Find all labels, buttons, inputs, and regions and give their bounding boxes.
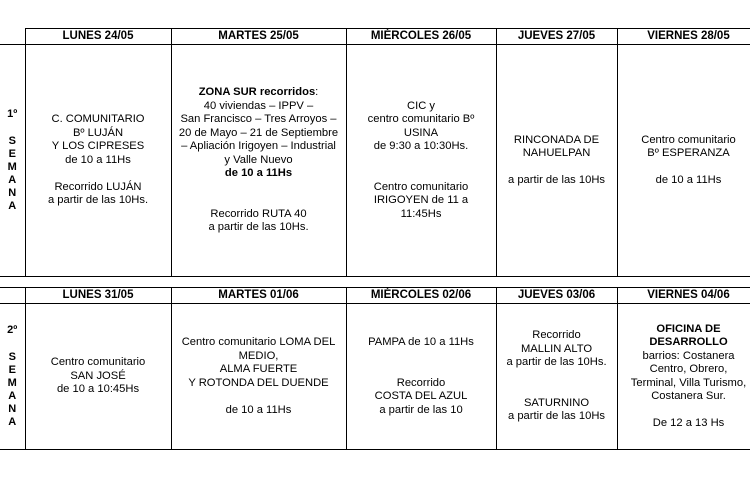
week2-header-thursday: JUEVES 03/06 bbox=[496, 288, 617, 304]
week-separator bbox=[0, 277, 750, 288]
week2-header-friday: VIERNES 04/06 bbox=[617, 288, 750, 304]
week2-monday-cell: Centro comunitario SAN JOSÉ de 10 a 10:45Hs bbox=[25, 304, 171, 450]
week1-friday-cell: Centro comunitario Bº ESPERANZA de 10 a 11Hs bbox=[617, 45, 750, 277]
week2-friday-cell: OFICINA DE DESARROLLO barrios: Costanera Centro, Obrero, Terminal, Villa Turismo, Costanera Sur. De 12 a 13 Hs bbox=[617, 304, 750, 450]
week1-label: 1º S E M A N A bbox=[0, 45, 25, 277]
corner-cell bbox=[0, 29, 25, 45]
week1-body-row bbox=[0, 45, 750, 277]
week2-wednesday-cell: PAMPA de 10 a 11Hs Recorrido COSTA DEL AZUL a partir de las 10 bbox=[346, 304, 496, 450]
week1-header-monday: LUNES 24/05 bbox=[25, 29, 171, 45]
week1-header-row bbox=[0, 29, 750, 45]
week1-header-friday: VIERNES 28/05 bbox=[617, 29, 750, 45]
week2-header-monday: LUNES 31/05 bbox=[25, 288, 171, 304]
week2-header-wednesday: MIÉRCOLES 02/06 bbox=[346, 288, 496, 304]
week2-label: 2º S E M A N A bbox=[0, 304, 25, 450]
week2-thursday-cell: Recorrido MALLIN ALTO a partir de las 10Hs. SATURNINO a partir de las 10Hs bbox=[496, 304, 617, 450]
week1-monday-cell: C. COMUNITARIO Bº LUJÁN Y LOS CIPRESES de 10 a 11Hs Recorrido LUJÁN a partir de las 10Hs. bbox=[25, 45, 171, 277]
week1-header-wednesday: MIÉRCOLES 26/05 bbox=[346, 29, 496, 45]
week1-wednesday-cell: CIC y centro comunitario Bº USINA de 9:30 a 10:30Hs. Centro comunitario IRIGOYEN de 11 a 11:45Hs bbox=[346, 45, 496, 277]
zona-sur-title: ZONA SUR recorridos bbox=[198, 86, 316, 99]
week2-body-row bbox=[0, 304, 750, 450]
week2-tuesday-cell: Centro comunitario LOMA DEL MEDIO, ALMA FUERTE Y ROTONDA DEL DUENDE de 10 a 11Hs bbox=[171, 304, 346, 450]
corner-cell bbox=[0, 288, 25, 304]
week1-tuesday-cell: ZONA SUR recorridos: 40 viviendas – IPPV – San Francisco – Tres Arroyos – 20 de Mayo – 21 de Septiembre – Apliación Irigoyen – Industrial y Valle Nuevo de 10 a 11Hs Recorrido RUTA 40 a partir de las 10Hs. bbox=[171, 45, 346, 277]
week1-header-thursday: JUEVES 27/05 bbox=[496, 29, 617, 45]
week2-header-tuesday: MARTES 01/06 bbox=[171, 288, 346, 304]
week1-header-tuesday: MARTES 25/05 bbox=[171, 29, 346, 45]
schedule-table bbox=[0, 28, 750, 450]
week1-thursday-cell: RINCONADA DE NAHUELPAN a partir de las 10Hs bbox=[496, 45, 617, 277]
oficina-title: OFICINA DE bbox=[656, 322, 721, 335]
week2-header-row bbox=[0, 288, 750, 304]
